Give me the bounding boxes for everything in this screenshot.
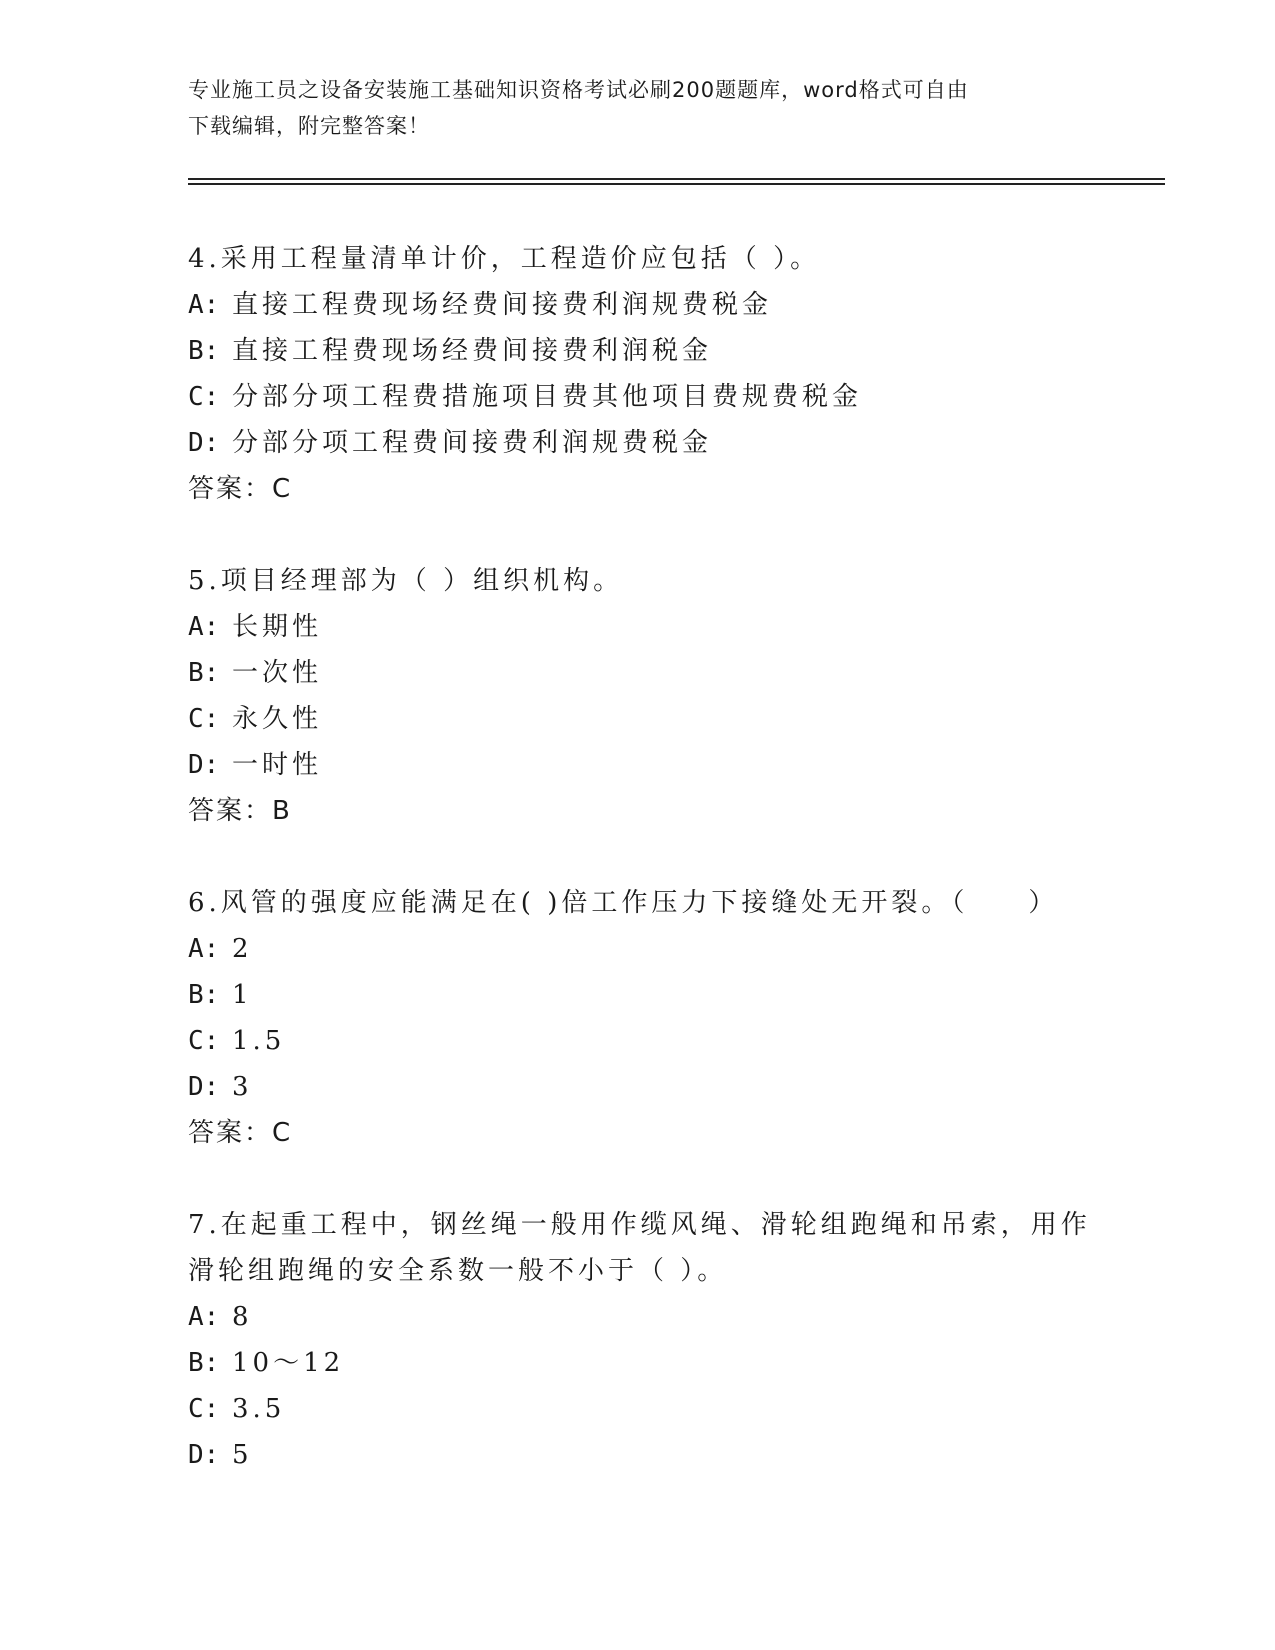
option-label: C: bbox=[188, 704, 220, 734]
option-label: B: bbox=[188, 658, 220, 688]
option-text: 3.5 bbox=[232, 1394, 286, 1424]
option-label: D: bbox=[188, 1440, 220, 1470]
answer-line: 答案：B bbox=[188, 796, 292, 826]
option-text: 1.5 bbox=[232, 1026, 286, 1056]
option-d bbox=[188, 742, 1088, 788]
question-7 bbox=[188, 1202, 1091, 1478]
question-4 bbox=[188, 236, 1088, 512]
option-c bbox=[188, 374, 1088, 420]
question-stem-line-2: 滑轮组跑绳的安全系数一般不小于（ ）。 bbox=[188, 1256, 728, 1286]
option-a bbox=[188, 282, 1088, 328]
option-text: 直接工程费现场经费间接费利润税金 bbox=[232, 336, 713, 366]
option-label: B: bbox=[188, 980, 220, 1010]
option-text: 一次性 bbox=[232, 658, 323, 688]
option-a bbox=[188, 926, 1088, 972]
option-label: C: bbox=[188, 382, 220, 412]
question-stem: 4.采用工程量清单计价，工程造价应包括（ ）。 bbox=[188, 244, 821, 274]
option-a bbox=[188, 1294, 1088, 1340]
question-stem: 5.项目经理部为（ ）组织机构。 bbox=[188, 566, 624, 596]
option-label: D: bbox=[188, 750, 220, 780]
option-a bbox=[188, 604, 1088, 650]
option-text: 永久性 bbox=[232, 704, 323, 734]
question-stem: 6.风管的强度应能满足在( )倍工作压力下接缝处无开裂。（ ） bbox=[188, 888, 1059, 918]
option-text: 分部分项工程费措施项目费其他项目费规费税金 bbox=[232, 382, 863, 412]
document-header bbox=[188, 72, 1088, 144]
option-text: 3 bbox=[232, 1072, 253, 1102]
option-d bbox=[188, 1064, 1088, 1110]
option-label: A: bbox=[188, 1302, 220, 1332]
option-label: B: bbox=[188, 336, 220, 366]
option-b bbox=[188, 328, 1088, 374]
option-d bbox=[188, 420, 1088, 466]
answer-line: 答案：C bbox=[188, 1118, 293, 1148]
option-label: A: bbox=[188, 290, 220, 320]
question-6 bbox=[188, 880, 1088, 1156]
option-c bbox=[188, 1018, 1088, 1064]
option-label: A: bbox=[188, 934, 220, 964]
option-text: 直接工程费现场经费间接费利润规费税金 bbox=[232, 290, 773, 320]
option-text: 2 bbox=[232, 934, 253, 964]
question-5 bbox=[188, 558, 1088, 834]
option-text: 一时性 bbox=[232, 750, 323, 780]
option-text: 1 bbox=[232, 980, 253, 1010]
option-text: 8 bbox=[232, 1302, 253, 1332]
header-line-1: 专业施工员之设备安装施工基础知识资格考试必刷200题题库，word格式可自由 bbox=[188, 78, 969, 102]
header-divider-bottom bbox=[188, 183, 1165, 185]
option-b bbox=[188, 1340, 1088, 1386]
header-divider-top bbox=[188, 178, 1165, 180]
option-b bbox=[188, 650, 1088, 696]
option-label: A: bbox=[188, 612, 220, 642]
option-text: 10～12 bbox=[232, 1348, 345, 1378]
answer-line: 答案：C bbox=[188, 474, 293, 504]
option-label: B: bbox=[188, 1348, 220, 1378]
option-b bbox=[188, 972, 1088, 1018]
option-c bbox=[188, 696, 1088, 742]
option-text: 长期性 bbox=[232, 612, 323, 642]
option-label: D: bbox=[188, 1072, 220, 1102]
option-label: C: bbox=[188, 1026, 220, 1056]
option-d bbox=[188, 1432, 1088, 1478]
option-text: 分部分项工程费间接费利润规费税金 bbox=[232, 428, 713, 458]
header-line-2: 下载编辑，附完整答案！ bbox=[188, 114, 430, 138]
option-label: C: bbox=[188, 1394, 220, 1424]
question-stem-line-1: 7.在起重工程中，钢丝绳一般用作缆风绳、滑轮组跑绳和吊索，用作 bbox=[188, 1210, 1091, 1240]
option-c bbox=[188, 1386, 1088, 1432]
option-text: 5 bbox=[232, 1440, 253, 1470]
option-label: D: bbox=[188, 428, 220, 458]
